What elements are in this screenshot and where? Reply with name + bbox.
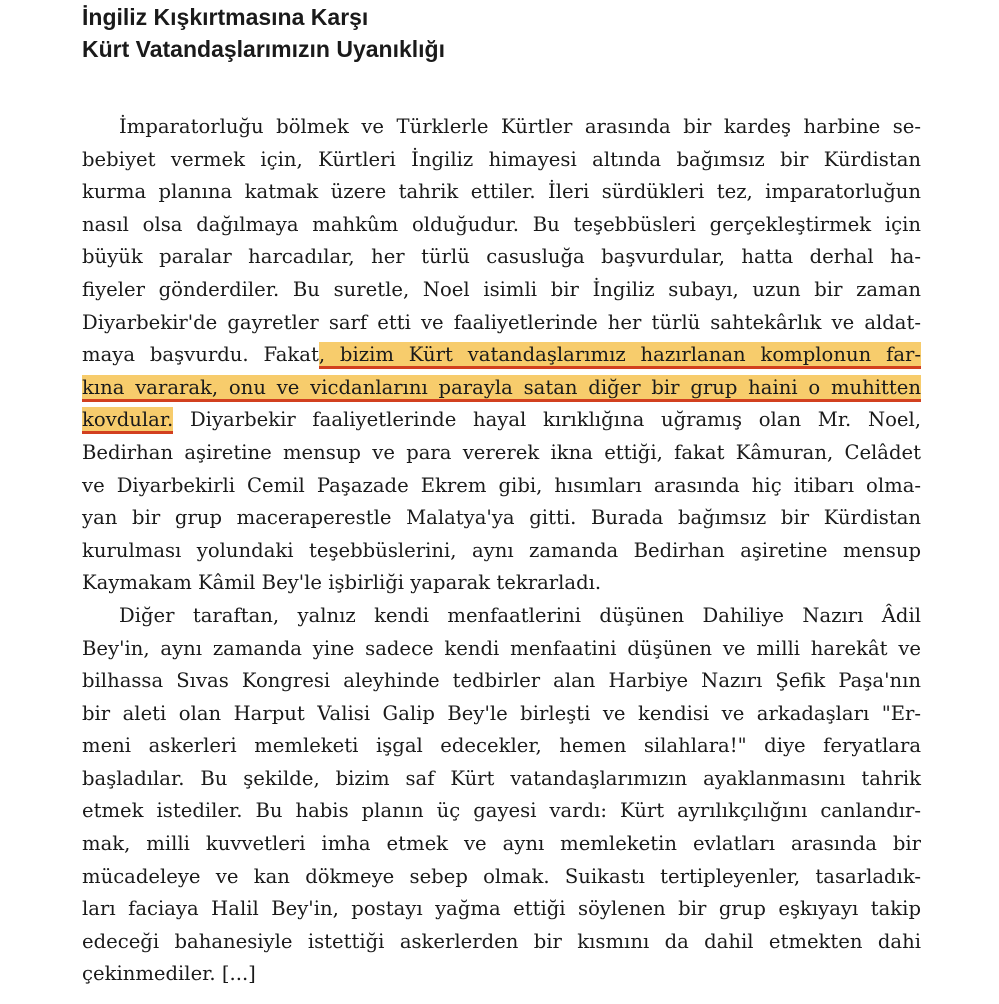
paragraph-2-line-10: ları faciaya Halil Bey'in, postayı yağma ettiği söylenen bir grup eşkıyayı takip [82,897,921,921]
text-fragment: Diyarbekir faaliyetlerinde hayal kırıklığına uğramış olan Mr. Noel, [173,408,921,432]
paragraph-1-last-line: Kaymakam Kâmil Bey'le işbirliği yaparak tekrarladı. [82,571,602,595]
paragraph-1-line-4: nasıl olsa dağılmaya mahkûm olduğudur. Bu teşebbüsleri gerçekleştirmek için [82,212,921,236]
paragraph-1-line-14: kurulması yolundaki teşebbüslerini, aynı zamanda Bedirhan aşiretine mensup [82,538,921,562]
paragraph-2-line-4: bir aleti olan Harput Valisi Galip Bey'le birleşti ve kendisi ve arkadaşları "Er- [82,701,921,725]
paragraph-1-line-11: Bedirhan aşiretine mensup ve para vererek ikna ettiği, fakat Kâmuran, Celâdet [82,440,921,464]
chapter-heading [82,0,921,65]
highlighted-text: , bizim Kürt vatandaşlarımız hazırlanan komplonun far- [319,342,921,369]
paragraph-1-line-13: yan bir grup maceraperestle Malatya'ya gitti. Burada bağımsız bir Kürdistan [82,506,921,530]
paragraph-1-line-9 [82,372,921,405]
paragraph-2-line-6: başladılar. Bu şekilde, bizim saf Kürt vatandaşlarımızın ayaklanmasını tahrik [82,766,921,790]
paragraph-1-line-1: İmparatorluğu bölmek ve Türklerle Kürtler arasında bir kardeş harbine se- [119,115,921,138]
paragraph-2-line-1: Diğer taraftan, yalnız kendi menfaatlerini düşünen Dahiliye Nazırı Âdil [119,603,921,627]
paragraph-1-line-5: büyük paralar harcadılar, her türlü casusluğa başvurdular, hatta derhal ha- [82,245,921,269]
heading-line-1: İngiliz Kışkırtmasına Karşı [82,4,369,30]
text-fragment: maya başvurdu. Fakat [82,343,319,367]
highlighted-text: kına vararak, onu ve vicdanlarını parayla satan diğer bir grup haini o muhitten [82,375,921,402]
paragraph-1-line-10 [82,404,921,437]
paragraph-1-line-7: Diyarbekir'de gayretler sarf etti ve faaliyetlerinde her türlü sahtekârlık ve aldat- [82,310,921,334]
paragraph-2-line-8: mak, milli kuvvetleri imha etmek ve aynı memleketin evlatları arasında bir [82,832,921,856]
paragraph-2-line-11: edeceği bahanesiyle istettiği askerlerden bir kısmını da dahil etmekten dahi [82,929,921,953]
paragraph-2-line-3: bilhassa Sıvas Kongresi aleyhinde tedbirler alan Harbiye Nazırı Şefik Paşa'nın [82,669,921,693]
paragraph-1-line-3: kurma planına katmak üzere tahrik ettiler. İleri sürdükleri tez, imparatorluğun [82,180,921,204]
paragraph-2-line-9: mücadeleye ve kan dökmeye sebep olmak. Suikastı tertipleyenler, tasarladık- [82,864,921,888]
paragraph-1-line-2: bebiyet vermek için, Kürtleri İngiliz himayesi altında bağımsız bir Kürdistan [82,147,921,171]
heading-line-2: Kürt Vatandaşlarımızın Uyanıklığı [82,36,445,62]
paragraph-1-line-12: ve Diyarbekirli Cemil Paşazade Ekrem gibi, hısımları arasında hiç itibarı olma- [82,473,921,497]
document-page [82,0,921,991]
paragraph-2-line-5: meni askerleri memleketi işgal edecekler, hemen silahlara!" diye feryatlara [82,734,921,758]
paragraph-2-line-7: etmek istediler. Bu habis planın üç gayesi vardı: Kürt ayrılıkçılığını canlandır- [82,799,921,823]
paragraph-1-line-6: fiyeler gönderdiler. Bu suretle, Noel isimli bir İngiliz subayı, uzun bir zaman [82,277,921,301]
paragraph-2-last-line: çekinmediler. [...] [82,962,256,986]
paragraph-1-line-8 [82,339,921,372]
body-text [82,111,921,991]
paragraph-2-line-2: Bey'in, aynı zamanda yine sadece kendi menfaatini düşünen ve milli harekât ve [82,636,921,660]
highlighted-text: kovdular. [82,407,173,434]
